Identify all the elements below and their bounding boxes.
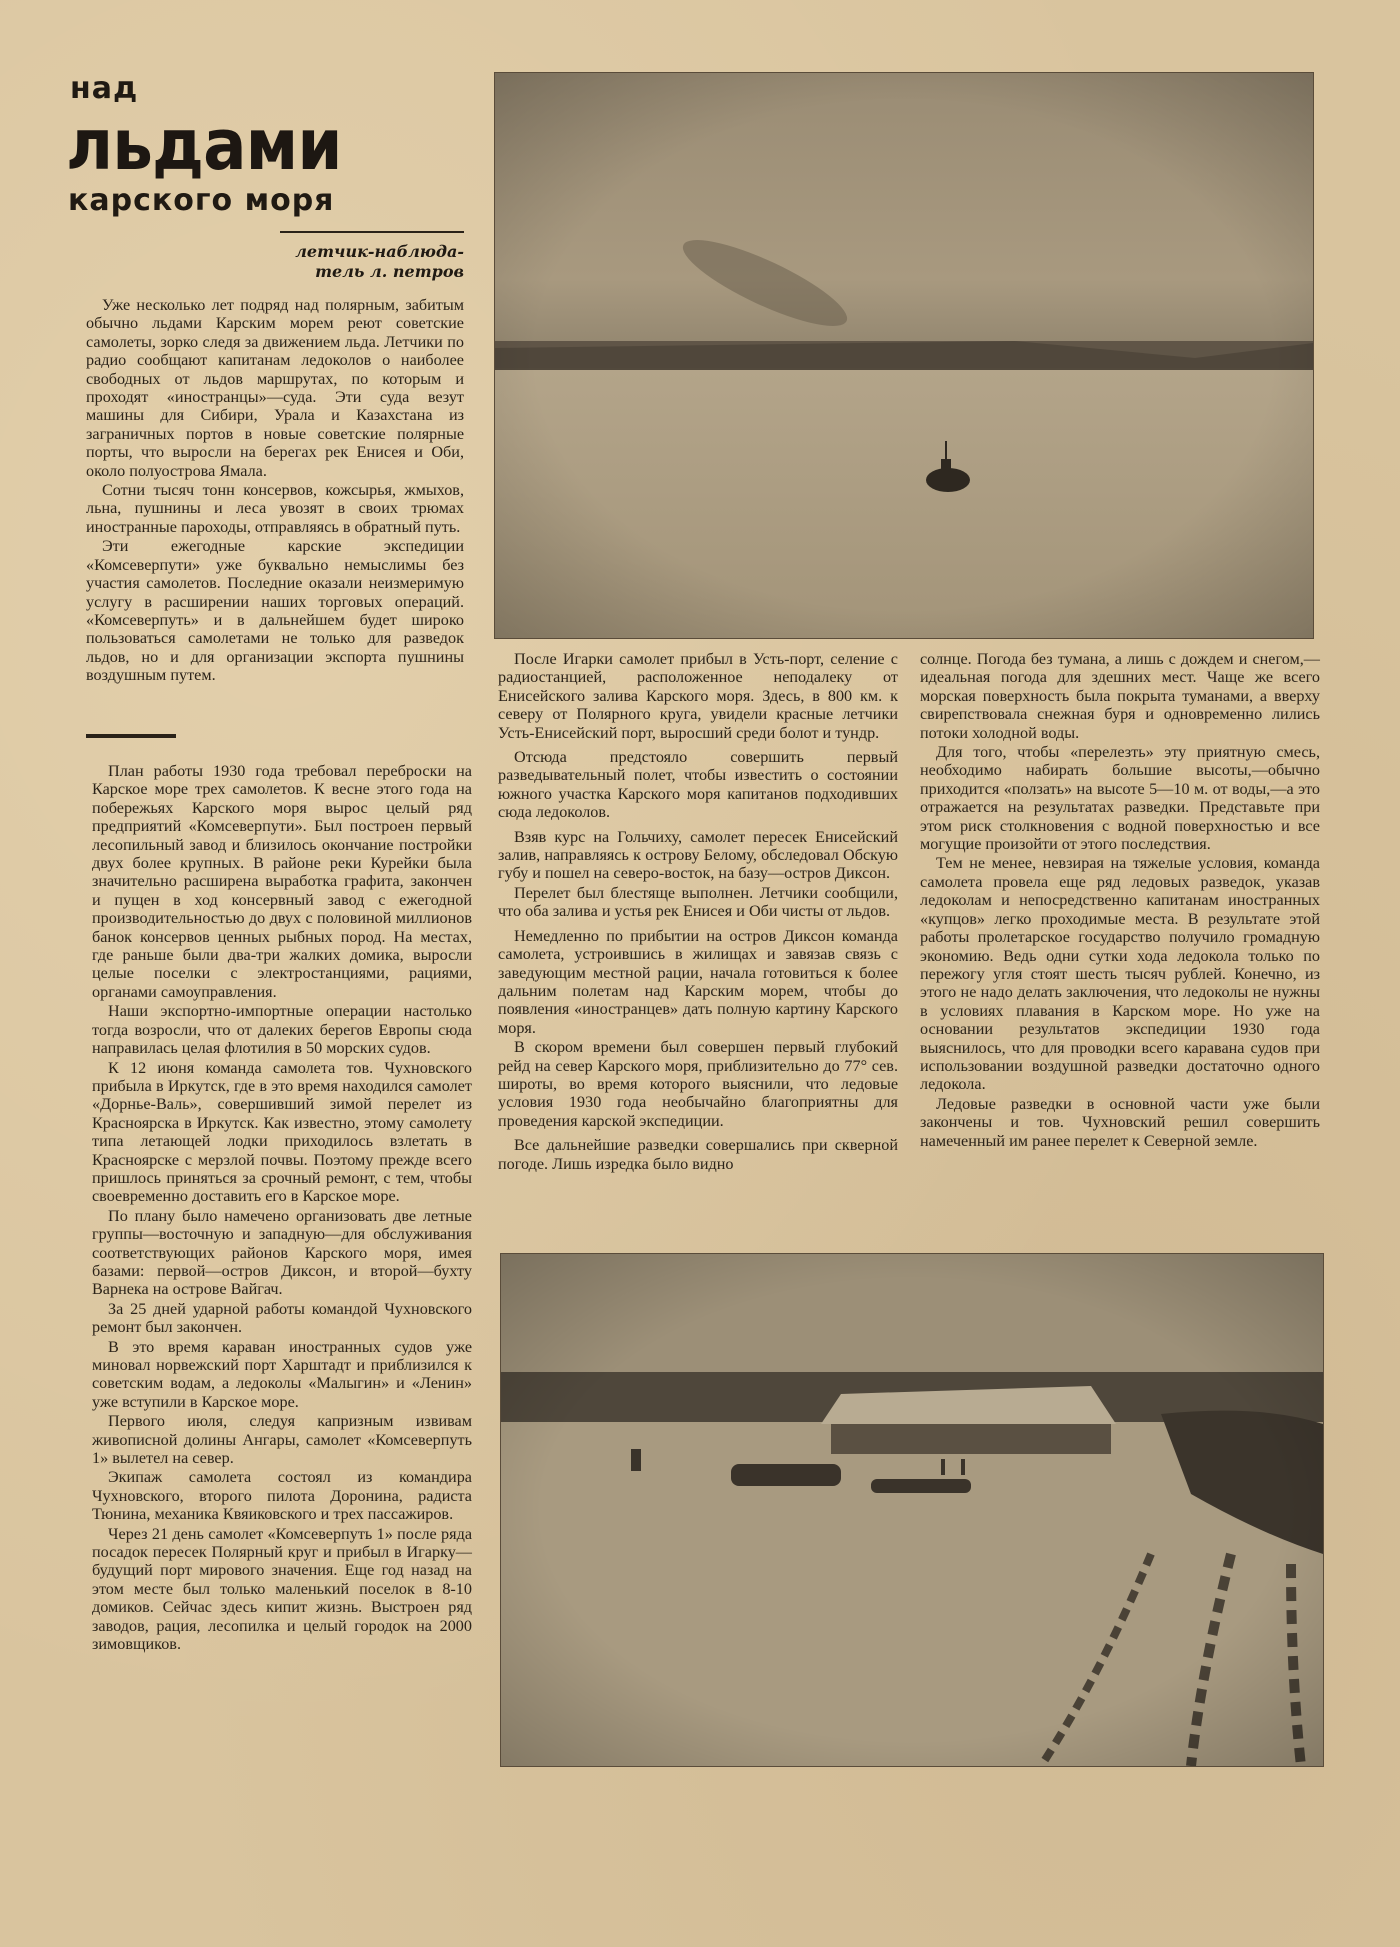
paragraph: Экипаж самолета состоял из командира Чухновского, второго пилота Доронина, радиста Тюнина, механика Квяиковского и трех пассажиров. [92, 1468, 472, 1524]
section-divider [86, 734, 176, 738]
paragraph: Взяв курс на Гольчиху, самолет пересек Енисейский залив, направляясь к острову Белому, обследовал Обскую губу и пошел на северо-восток, на базу—остров Диксон. [498, 827, 898, 883]
paragraph: К 12 июня команда самолета тов. Чухновского прибыла в Иркутск, где в это время находился самолет «Дорнье-Валь», совершивший зимой перелет из Красноярска в Иркутск. Как известно, этому самолету типа летающей лодки приходилось взлетать в Красноярске с мерзлой почвы. Поэтому прежде всего пришлось приняться за срочный ремонт, с тем, чтобы своевременно доставить его в Карское море. [92, 1058, 472, 1206]
paragraph: Уже несколько лет подряд над полярным, забитым обычно льдами Карским морем реют советские самолеты, зорко следя за движением льда. Летчики по радио сообщают капитанам ледоколов о наиболее свободных от льдов маршрутах, по которым и проходят «иностранцы»—суда. Эти суда везут машины для Сибири, Урала и Казахстана из заграничных портов в новые советские полярные порты, что выросли на берегах рек Енисея и Оби, около полуострова Ямала. [86, 296, 464, 480]
paragraph: Немедленно по прибытии на остров Диксон команда самолета, устроившись в жилищах и завязав связь с заведующим местной рации, начала готовиться к более дальним полетам над Карским морем, чтобы до появления «иностранцев» дать полную картину Карского моря. [498, 926, 898, 1037]
paragraph: За 25 дней ударной работы командой Чухновского ремонт был закончен. [92, 1299, 472, 1337]
paragraph: В скором времени был совершен первый глубокий рейд на север Карского моря, приблизительно до 77° сев. широты, во время которого выяснили, что ледовые условия 1930 года необычайно благоприятны для проведения карской экспедиции. [498, 1038, 898, 1130]
paragraph: Первого июля, следуя капризным извивам живописной долины Ангары, самолет «Комсеверпуть 1» вылетел на север. [92, 1412, 472, 1468]
paragraph: План работы 1930 года требовал переброски на Карское море трех самолетов. К весне этого года на побережьях Карского моря вырос целый ряд предприятий «Комсеверпути». Был построен первый лесопильный завод и близилось окончание постройки двух более крупных. В районе реки Курейки была значительно расширена выработка графита, закончен и пущен в ход консервный завод с ежегодной производительностью до двух с половиной миллионов банок консервов ценных рыбных пород. На местах, где раньше были два-три жалких домика, выросли целые поселки с электростанциями, рациями, органами самоуправления. [92, 762, 472, 1001]
intro-text [86, 296, 464, 686]
paragraph: Ледовые разведки в основной части уже были закончены и тов. Чухновский решил совершить намеченный им ранее перелет к Северной земле. [920, 1094, 1320, 1150]
middle-column [498, 650, 898, 1174]
photo-ship-on-sea [494, 72, 1314, 639]
paragraph: Эти ежегодные карские экспедиции «Комсеверпути» уже буквально немыслимы без участия самолетов. Последние оказали неизмеримую услугу в расширении наших торговых операций. «Комсеверпуть» и в дальнейшем будет широко пользоваться самолетами не только для разведок льдов, но и для организации экспорта пушнины воздушным путем. [86, 537, 464, 685]
left-column [92, 762, 472, 1655]
paragraph: Для того, чтобы «перелезть» эту приятную смесь, необходимо набирать большие высоты,—обычно приходится «ползать» на высоте 5—10 м. от воды,—а это отражается на результатах разведки. Представьте при этом риск столкновения с водной поверхностью и все могущие произойти от этого последствия. [920, 743, 1320, 854]
paragraph: После Игарки самолет прибыл в Усть-порт, селение с радиостанцией, расположенное неподалеку от Енисейского залива Карского моря. Здесь, в 800 км. к северу от Полярного круга, увидели красные летчики Усть-Енисейский порт, выросший среди болот и тундр. [498, 650, 898, 742]
title-divider [280, 231, 464, 233]
byline: летчик-наблюда-тель л. петров [295, 242, 464, 281]
title-line-1: над [70, 71, 139, 106]
paragraph: Наши экспортно-импортные операции настолько тогда возросли, что от далеких берегов Европы сюда направилась целая флотилия в 50 морских судов. [92, 1002, 472, 1058]
title-line-2: льдами [66, 104, 342, 186]
paragraph: Сотни тысяч тонн консервов, кожсырья, жмыхов, льна, пушнины и леса увозят в своих трюмах иностранные пароходы, отправляясь в обратный путь. [86, 481, 464, 536]
paragraph: В это время караван иностранных судов уже миновал норвежский порт Харштадт и приблизился к советским водам, а ледоколы «Малыгин» и «Ленин» уже вступили в Карское море. [92, 1337, 472, 1411]
title-line-3: карского моря [68, 183, 335, 218]
right-column [920, 650, 1320, 1151]
paragraph: Перелет был блестяще выполнен. Летчики сообщили, что оба залива и устья рек Енисея и Оби чисты от льдов. [498, 883, 898, 921]
paragraph: По плану было намечено организовать две летные группы—восточную и западную—для обслуживания соответствующих районов Карского моря, имея базами: первой—остров Диксон, и второй—бухту Варнека на острове Вайгач. [92, 1206, 472, 1299]
photo-snowy-shore-hangar [500, 1253, 1324, 1767]
paragraph: солнце. Погода без тумана, а лишь с дождем и снегом,—идеальная погода для здешних мест. Чаще же всего морская поверхность была покрыта туманами, а вверху свирепствовала снежная буря и одновременно лились потоки холодной воды. [920, 650, 1320, 742]
paragraph: Тем не менее, невзирая на тяжелые условия, команда самолета провела еще ряд ледовых разведок, указав ледоколам и непосредственно капитанам иностранных «купцов» легко проходимые места. В результате этой работы пролетарское государство получило громадную экономию. Ведь одни сутки хода ледокола только по пережогу угля стоят шесть тысяч рублей. Конечно, из этого не надо делать заключения, что ледоколы не нужны в условиях плавания в Карском море. Но уже на основании результатов экспедиции 1930 года выяснилось, что для проводки всего каравана судов при использовании воздушной разведки достаточно одного ледокола. [920, 854, 1320, 1094]
paragraph: Отсюда предстояло совершить первый разведывательный полет, чтобы известить о состоянии южного участка Карского моря капитанов подходивших сюда ледоколов. [498, 748, 898, 822]
paragraph: Через 21 день самолет «Комсеверпуть 1» после ряда посадок пересек Полярный круг и прибыл в Игарку—будущий порт мирового значения. Еще год назад на этом месте был только маленький поселок в 8-10 домиков. Сейчас здесь кипит жизнь. Выстроен ряд заводов, рация, лесопилка и целый городок на 2000 зимовщиков. [92, 1524, 472, 1654]
paragraph: Все дальнейшие разведки совершались при скверной погоде. Лишь изредка было видно [498, 1136, 898, 1173]
